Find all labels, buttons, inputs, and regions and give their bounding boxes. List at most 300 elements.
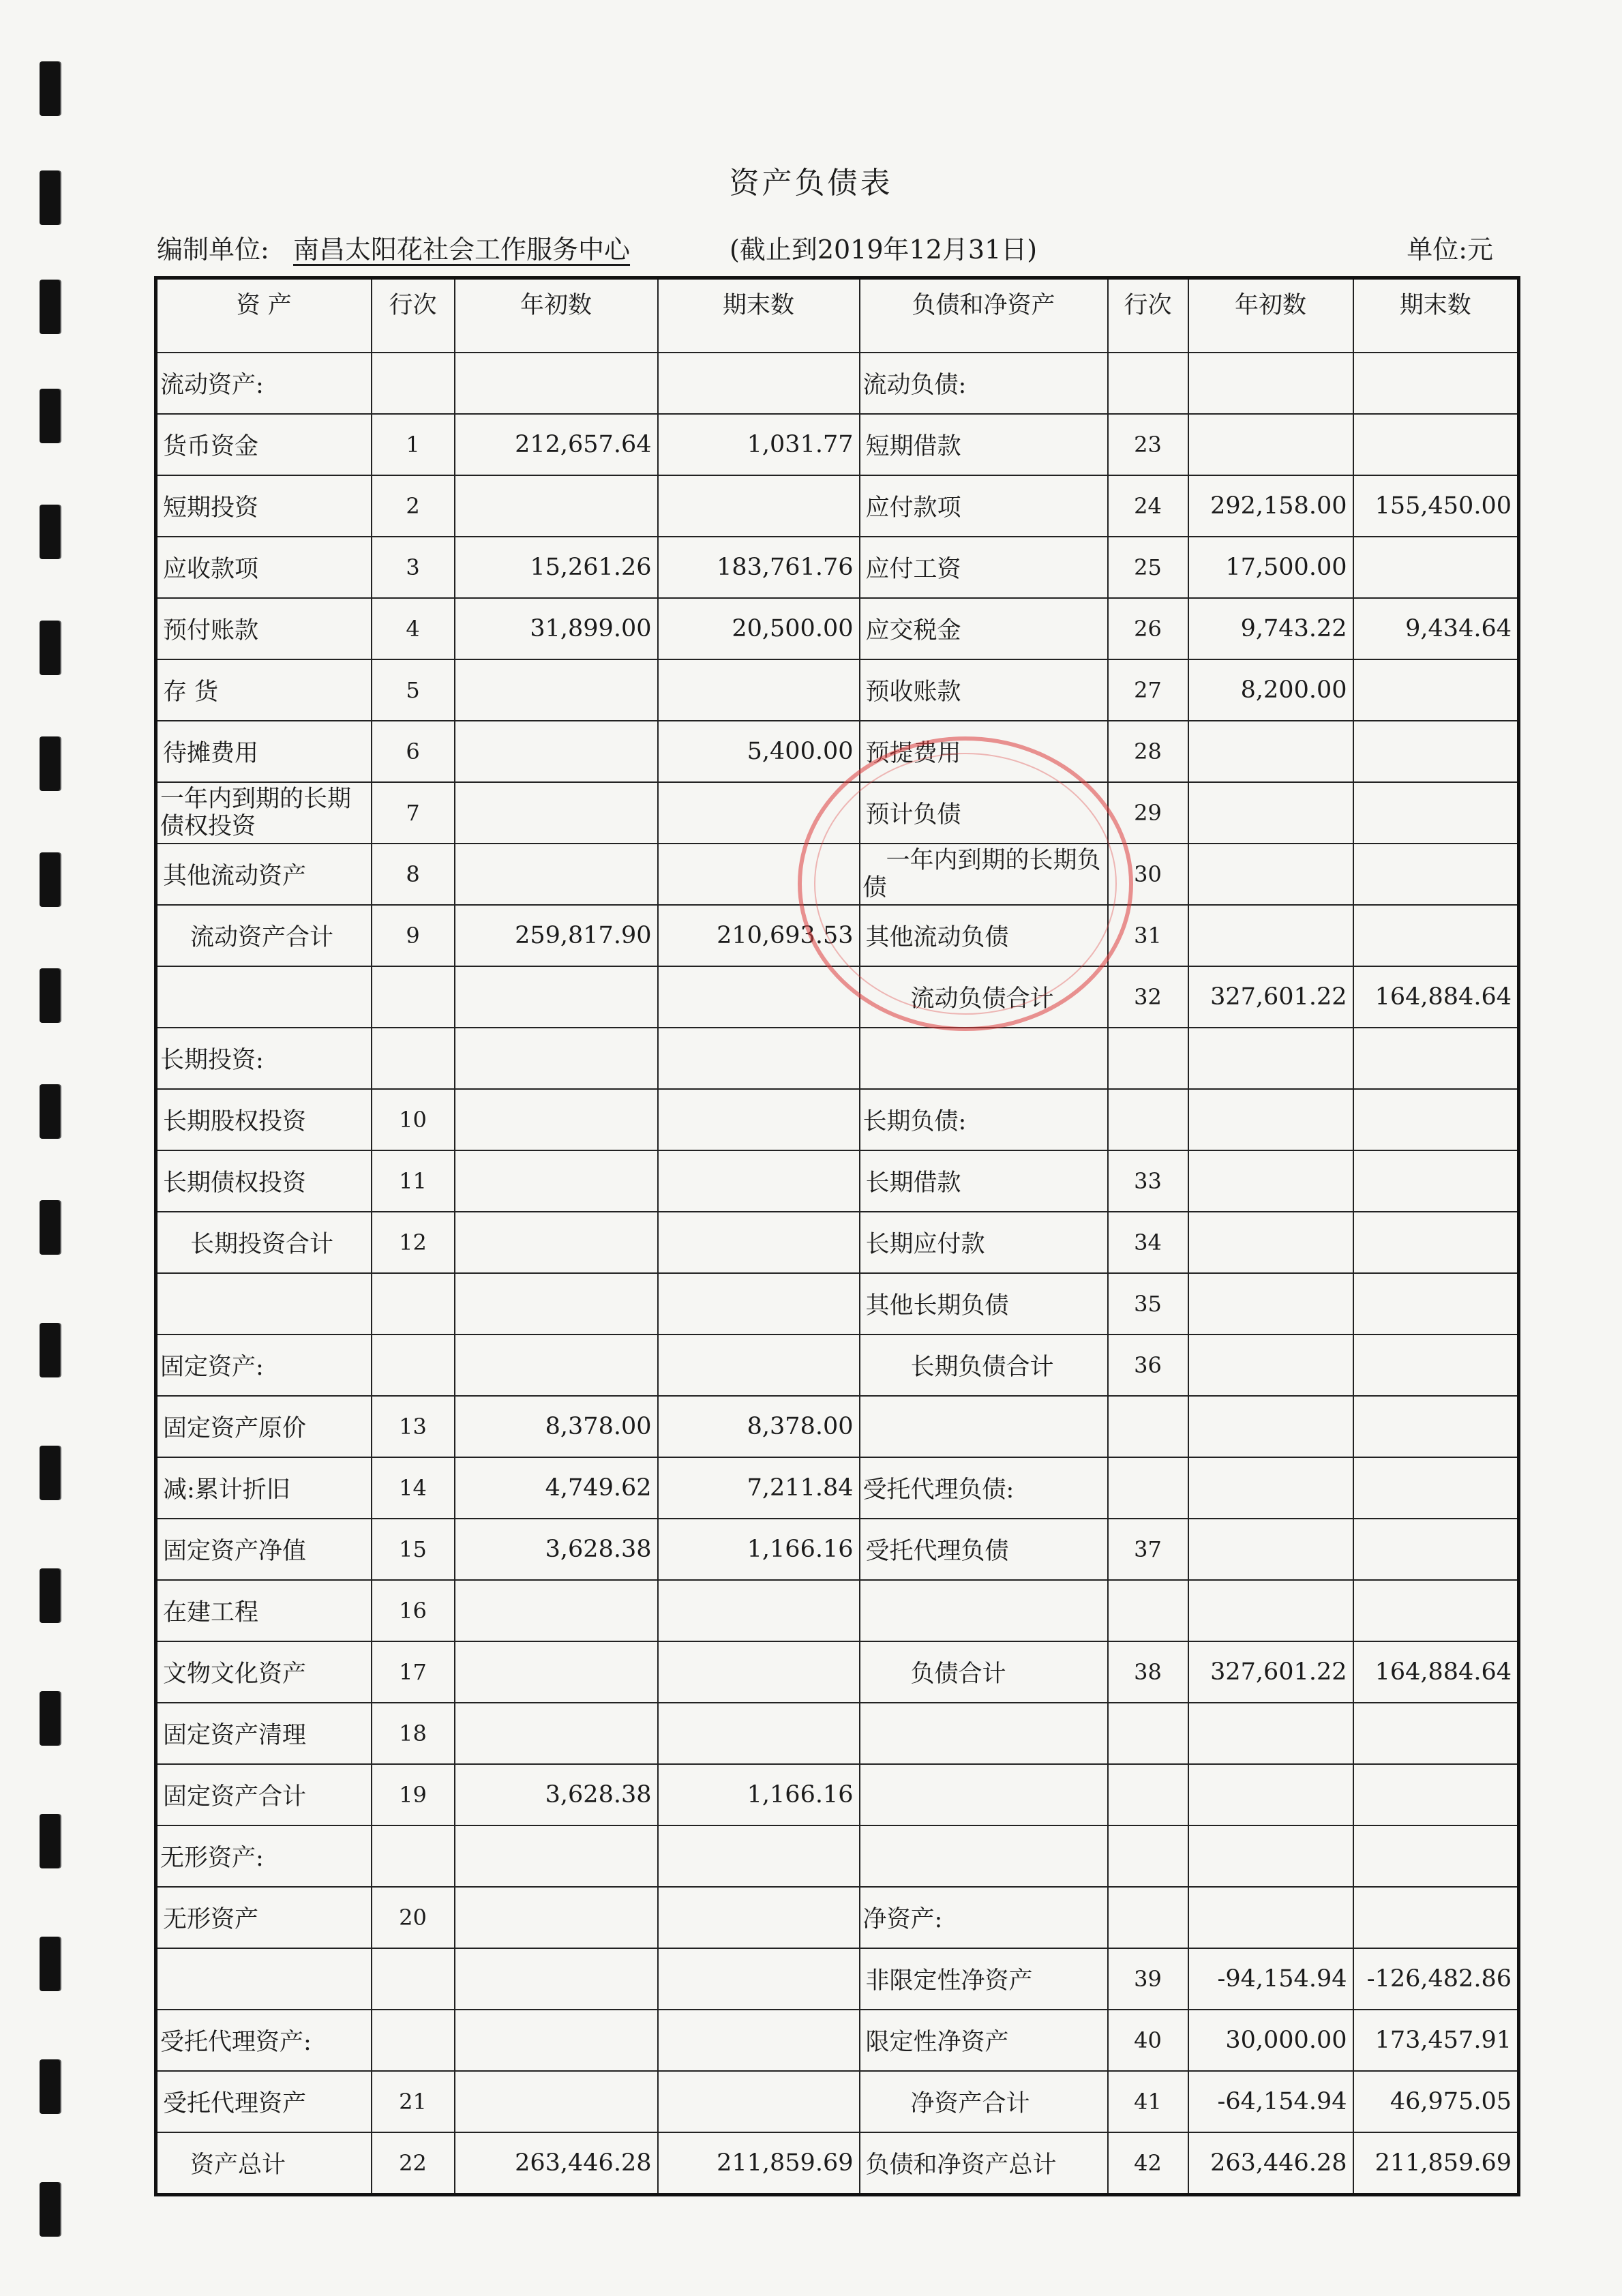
table-row [156,353,1519,414]
asset-name: 固定资产净值 [156,1519,372,1580]
asset-end-value [658,1948,860,2010]
table-row [156,1150,1519,1212]
liability-line-no: 25 [1108,537,1188,598]
liability-line-no [1108,1825,1188,1887]
liability-name [860,1703,1108,1764]
liability-name: 应交税金 [860,598,1108,659]
liability-line-no: 42 [1108,2132,1188,2195]
asset-end-value [658,1641,860,1703]
asset-name: 在建工程 [156,1580,372,1641]
liability-name: 负债合计 [860,1641,1108,1703]
asset-line-no [372,2010,455,2071]
header-line-2: 行次 [1108,278,1188,353]
asset-name: 长期投资合计 [156,1212,372,1273]
liability-line-no: 27 [1108,659,1188,721]
liability-end-value [1353,844,1519,905]
asset-line-no: 11 [372,1150,455,1212]
table-row [156,844,1519,905]
asset-begin-value [455,2071,658,2132]
asset-line-no: 19 [372,1764,455,1825]
header-begin: 年初数 [455,278,658,353]
asset-end-value: 1,031.77 [658,414,860,475]
asset-name: 固定资产: [156,1335,372,1396]
asset-name: 受托代理资产 [156,2071,372,2132]
binding-hole [40,280,60,334]
asset-end-value [658,782,860,844]
table-row [156,1028,1519,1089]
liability-line-no: 24 [1108,475,1188,537]
asset-name: 货币资金 [156,414,372,475]
liability-begin-value [1188,1335,1353,1396]
binding-hole [40,1200,60,1255]
liability-begin-value [1188,1580,1353,1641]
binding-hole [40,505,60,559]
liability-line-no: 32 [1108,966,1188,1028]
liability-begin-value [1188,1396,1353,1457]
liability-begin-value: 292,158.00 [1188,475,1353,537]
asset-end-value [658,1335,860,1396]
liability-line-no: 33 [1108,1150,1188,1212]
liability-end-value [1353,1887,1519,1948]
liability-name: 受托代理负债 [860,1519,1108,1580]
asset-line-no: 2 [372,475,455,537]
asset-line-no: 22 [372,2132,455,2195]
asset-begin-value: 3,628.38 [455,1519,658,1580]
liability-begin-value: 263,446.28 [1188,2132,1353,2195]
table-row [156,1335,1519,1396]
liability-line-no: 34 [1108,1212,1188,1273]
liability-name: 预提费用 [860,721,1108,782]
table-row [156,721,1519,782]
asset-end-value [658,1150,860,1212]
liability-begin-value: -94,154.94 [1188,1948,1353,2010]
liability-begin-value [1188,1703,1353,1764]
liability-end-value: -126,482.86 [1353,1948,1519,2010]
binding-hole [40,1084,60,1139]
asset-begin-value [455,721,658,782]
asset-name: 长期债权投资 [156,1150,372,1212]
asset-name: 流动资产: [156,353,372,414]
liability-begin-value [1188,1089,1353,1150]
liability-begin-value [1188,1457,1353,1519]
header-asset: 资 产 [156,278,372,353]
table-row [156,1887,1519,1948]
asset-begin-value [455,1028,658,1089]
asset-begin-value: 263,446.28 [455,2132,658,2195]
asset-line-no: 7 [372,782,455,844]
asset-line-no: 15 [372,1519,455,1580]
liability-name: 流动负债合计 [860,966,1108,1028]
liability-line-no [1108,1028,1188,1089]
liability-end-value [1353,353,1519,414]
liability-name: 净资产合计 [860,2071,1108,2132]
asset-name [156,1948,372,2010]
liability-name [860,1825,1108,1887]
asset-line-no: 20 [372,1887,455,1948]
binding-hole [40,1814,60,1868]
asset-name: 文物文化资产 [156,1641,372,1703]
asset-line-no: 10 [372,1089,455,1150]
asset-begin-value: 3,628.38 [455,1764,658,1825]
liability-line-no: 41 [1108,2071,1188,2132]
binding-hole [40,1446,60,1500]
asset-end-value [658,353,860,414]
liability-end-value: 164,884.64 [1353,966,1519,1028]
liability-name: 长期应付款 [860,1212,1108,1273]
liability-line-no [1108,1764,1188,1825]
asset-end-value [658,1887,860,1948]
table-row [156,1212,1519,1273]
liability-line-no: 39 [1108,1948,1188,2010]
asset-end-value: 5,400.00 [658,721,860,782]
asset-line-no [372,1335,455,1396]
liability-line-no: 26 [1108,598,1188,659]
asset-line-no [372,1273,455,1335]
liability-name: 预收账款 [860,659,1108,721]
liability-end-value: 155,450.00 [1353,475,1519,537]
table-row [156,659,1519,721]
binding-holes [27,41,75,2264]
header-begin-2: 年初数 [1188,278,1353,353]
table-row [156,1580,1519,1641]
table-row [156,1519,1519,1580]
binding-hole [40,2059,60,2114]
liability-line-no [1108,1703,1188,1764]
liability-begin-value [1188,721,1353,782]
table-row [156,1641,1519,1703]
table-row [156,1764,1519,1825]
asset-name [156,966,372,1028]
liability-name [860,1764,1108,1825]
liability-end-value [1353,1089,1519,1150]
asset-name: 减:累计折旧 [156,1457,372,1519]
table-row [156,966,1519,1028]
liability-name: 净资产: [860,1887,1108,1948]
binding-hole [40,621,60,675]
liability-name [860,1028,1108,1089]
asset-line-no: 14 [372,1457,455,1519]
liability-end-value: 9,434.64 [1353,598,1519,659]
header-line: 行次 [372,278,455,353]
liability-end-value [1353,1519,1519,1580]
liability-line-no: 40 [1108,2010,1188,2071]
asset-name [156,1273,372,1335]
liability-end-value [1353,1212,1519,1273]
asset-name: 应收款项 [156,537,372,598]
asset-begin-value [455,1580,658,1641]
liability-name: 一年内到期的长期负债 [860,844,1108,905]
liability-begin-value [1188,353,1353,414]
liability-end-value [1353,1335,1519,1396]
liability-end-value [1353,782,1519,844]
asset-begin-value: 15,261.26 [455,537,658,598]
binding-hole [40,1691,60,1746]
binding-hole [40,1323,60,1377]
asset-begin-value [455,353,658,414]
liability-name: 非限定性净资产 [860,1948,1108,2010]
liability-begin-value [1188,1519,1353,1580]
asset-line-no: 21 [372,2071,455,2132]
liability-end-value: 46,975.05 [1353,2071,1519,2132]
asset-end-value [658,844,860,905]
liability-name: 受托代理负债: [860,1457,1108,1519]
liability-name: 长期负债合计 [860,1335,1108,1396]
binding-hole [40,852,60,907]
header-end-2: 期末数 [1353,278,1519,353]
asset-name: 固定资产清理 [156,1703,372,1764]
asset-name: 预付账款 [156,598,372,659]
asset-begin-value [455,1641,658,1703]
asset-begin-value [455,782,658,844]
header-row [156,278,1519,353]
org-name: 南昌太阳花社会工作服务中心 [293,235,631,265]
table-row [156,1089,1519,1150]
binding-hole [40,1937,60,1991]
liability-end-value [1353,1764,1519,1825]
liability-name: 应付工资 [860,537,1108,598]
asset-name: 长期股权投资 [156,1089,372,1150]
asset-name: 受托代理资产: [156,2010,372,2071]
binding-hole [40,968,60,1023]
liability-line-no [1108,1887,1188,1948]
asset-name: 流动资产合计 [156,905,372,966]
liability-end-value [1353,1150,1519,1212]
document-meta [157,228,1493,269]
asset-end-value [658,1825,860,1887]
asset-begin-value: 31,899.00 [455,598,658,659]
liability-name: 流动负债: [860,353,1108,414]
asset-begin-value: 4,749.62 [455,1457,658,1519]
liability-line-no [1108,1396,1188,1457]
liability-name: 长期负债: [860,1089,1108,1150]
liability-begin-value [1188,782,1353,844]
asset-begin-value [455,1150,658,1212]
liability-line-no: 30 [1108,844,1188,905]
asset-begin-value [455,1948,658,2010]
liability-line-no: 36 [1108,1335,1188,1396]
liability-name [860,1396,1108,1457]
asset-line-no: 4 [372,598,455,659]
asset-begin-value: 212,657.64 [455,414,658,475]
liability-line-no [1108,1580,1188,1641]
table-row [156,2010,1519,2071]
liability-line-no [1108,1089,1188,1150]
liability-begin-value [1188,1028,1353,1089]
liability-line-no: 31 [1108,905,1188,966]
liability-begin-value [1188,1273,1353,1335]
asset-end-value [658,1273,860,1335]
liability-line-no [1108,353,1188,414]
asset-begin-value [455,1825,658,1887]
liability-begin-value: 327,601.22 [1188,966,1353,1028]
liability-name: 限定性净资产 [860,2010,1108,2071]
asset-end-value [658,659,860,721]
asset-end-value [658,1028,860,1089]
asset-line-no: 1 [372,414,455,475]
asset-line-no [372,353,455,414]
liability-end-value [1353,537,1519,598]
asset-line-no: 18 [372,1703,455,1764]
binding-hole [40,61,60,116]
liability-line-no: 29 [1108,782,1188,844]
asset-end-value [658,1703,860,1764]
liability-name: 应付款项 [860,475,1108,537]
table-row [156,1703,1519,1764]
liability-end-value [1353,1703,1519,1764]
asset-end-value: 8,378.00 [658,1396,860,1457]
asset-line-no: 6 [372,721,455,782]
table-row [156,2071,1519,2132]
liability-end-value [1353,1457,1519,1519]
asset-name: 待摊费用 [156,721,372,782]
table-row [156,782,1519,844]
liability-name: 预计负债 [860,782,1108,844]
document-title: 资产负债表 [729,166,893,200]
asset-begin-value [455,1335,658,1396]
table-row [156,2132,1519,2195]
binding-hole [40,2182,60,2237]
asset-end-value: 211,859.69 [658,2132,860,2195]
asset-name: 存 货 [156,659,372,721]
liability-line-no: 28 [1108,721,1188,782]
table-row [156,537,1519,598]
asset-name: 无形资产 [156,1887,372,1948]
asset-name: 长期投资: [156,1028,372,1089]
asset-begin-value [455,1089,658,1150]
asset-begin-value [455,1703,658,1764]
asset-begin-value [455,966,658,1028]
liability-begin-value [1188,1764,1353,1825]
asset-line-no: 3 [372,537,455,598]
liability-begin-value: 8,200.00 [1188,659,1353,721]
asset-line-no: 9 [372,905,455,966]
asset-end-value: 7,211.84 [658,1457,860,1519]
asset-end-value: 183,761.76 [658,537,860,598]
asset-begin-value [455,844,658,905]
org-label: 编制单位: [157,235,269,265]
table-row [156,1396,1519,1457]
asset-name: 无形资产: [156,1825,372,1887]
asset-end-value: 210,693.53 [658,905,860,966]
asset-begin-value [455,1273,658,1335]
liability-end-value [1353,1028,1519,1089]
liability-line-no: 38 [1108,1641,1188,1703]
liability-line-no: 23 [1108,414,1188,475]
liability-line-no: 37 [1108,1519,1188,1580]
asset-name: 资产总计 [156,2132,372,2195]
asset-end-value [658,1212,860,1273]
liability-begin-value: 17,500.00 [1188,537,1353,598]
liability-line-no [1108,1457,1188,1519]
asset-end-value: 20,500.00 [658,598,860,659]
liability-end-value [1353,414,1519,475]
liability-name: 负债和净资产总计 [860,2132,1108,2195]
liability-end-value [1353,721,1519,782]
asset-begin-value [455,659,658,721]
asset-end-value [658,966,860,1028]
asset-end-value: 1,166.16 [658,1519,860,1580]
asset-name: 其他流动资产 [156,844,372,905]
asset-line-no [372,1948,455,2010]
liability-begin-value [1188,844,1353,905]
liability-name: 其他长期负债 [860,1273,1108,1335]
asset-line-no: 5 [372,659,455,721]
liability-name: 长期借款 [860,1150,1108,1212]
report-period: (截止到2019年12月31日) [730,235,1038,265]
table-row [156,1825,1519,1887]
table-row [156,475,1519,537]
asset-name: 固定资产合计 [156,1764,372,1825]
liability-begin-value: 327,601.22 [1188,1641,1353,1703]
currency-unit: 单位:元 [1407,235,1493,265]
liability-name [860,1580,1108,1641]
asset-end-value [658,1089,860,1150]
balance-sheet-table [154,276,1520,2196]
liability-end-value: 211,859.69 [1353,2132,1519,2195]
asset-line-no [372,1028,455,1089]
asset-name: 固定资产原价 [156,1396,372,1457]
liability-end-value [1353,1273,1519,1335]
liability-begin-value [1188,1150,1353,1212]
liability-begin-value [1188,1887,1353,1948]
asset-begin-value [455,1887,658,1948]
asset-end-value [658,2071,860,2132]
asset-end-value: 1,166.16 [658,1764,860,1825]
table-row [156,598,1519,659]
asset-line-no: 17 [372,1641,455,1703]
asset-end-value [658,475,860,537]
liability-line-no: 35 [1108,1273,1188,1335]
header-end: 期末数 [658,278,860,353]
asset-begin-value: 8,378.00 [455,1396,658,1457]
asset-name: 短期投资 [156,475,372,537]
binding-hole [40,736,60,791]
liability-end-value: 164,884.64 [1353,1641,1519,1703]
liability-end-value [1353,905,1519,966]
table-row [156,1457,1519,1519]
liability-begin-value [1188,414,1353,475]
liability-begin-value [1188,905,1353,966]
binding-hole [40,1568,60,1623]
table-row [156,1273,1519,1335]
liability-end-value [1353,1396,1519,1457]
liability-begin-value: 9,743.22 [1188,598,1353,659]
asset-line-no: 8 [372,844,455,905]
asset-line-no [372,1825,455,1887]
asset-name: 一年内到期的长期债权投资 [156,782,372,844]
asset-begin-value [455,2010,658,2071]
table-row [156,414,1519,475]
asset-begin-value [455,475,658,537]
liability-begin-value [1188,1212,1353,1273]
table-row [156,1948,1519,2010]
liability-end-value [1353,1580,1519,1641]
liability-begin-value: -64,154.94 [1188,2071,1353,2132]
header-liability: 负债和净资产 [860,278,1108,353]
asset-begin-value [455,1212,658,1273]
liability-name: 其他流动负债 [860,905,1108,966]
asset-end-value [658,1580,860,1641]
asset-end-value [658,2010,860,2071]
liability-end-value [1353,659,1519,721]
table-row [156,905,1519,966]
asset-line-no: 16 [372,1580,455,1641]
liability-end-value: 173,457.91 [1353,2010,1519,2071]
asset-line-no [372,966,455,1028]
asset-line-no: 12 [372,1212,455,1273]
binding-hole [40,389,60,443]
asset-begin-value: 259,817.90 [455,905,658,966]
